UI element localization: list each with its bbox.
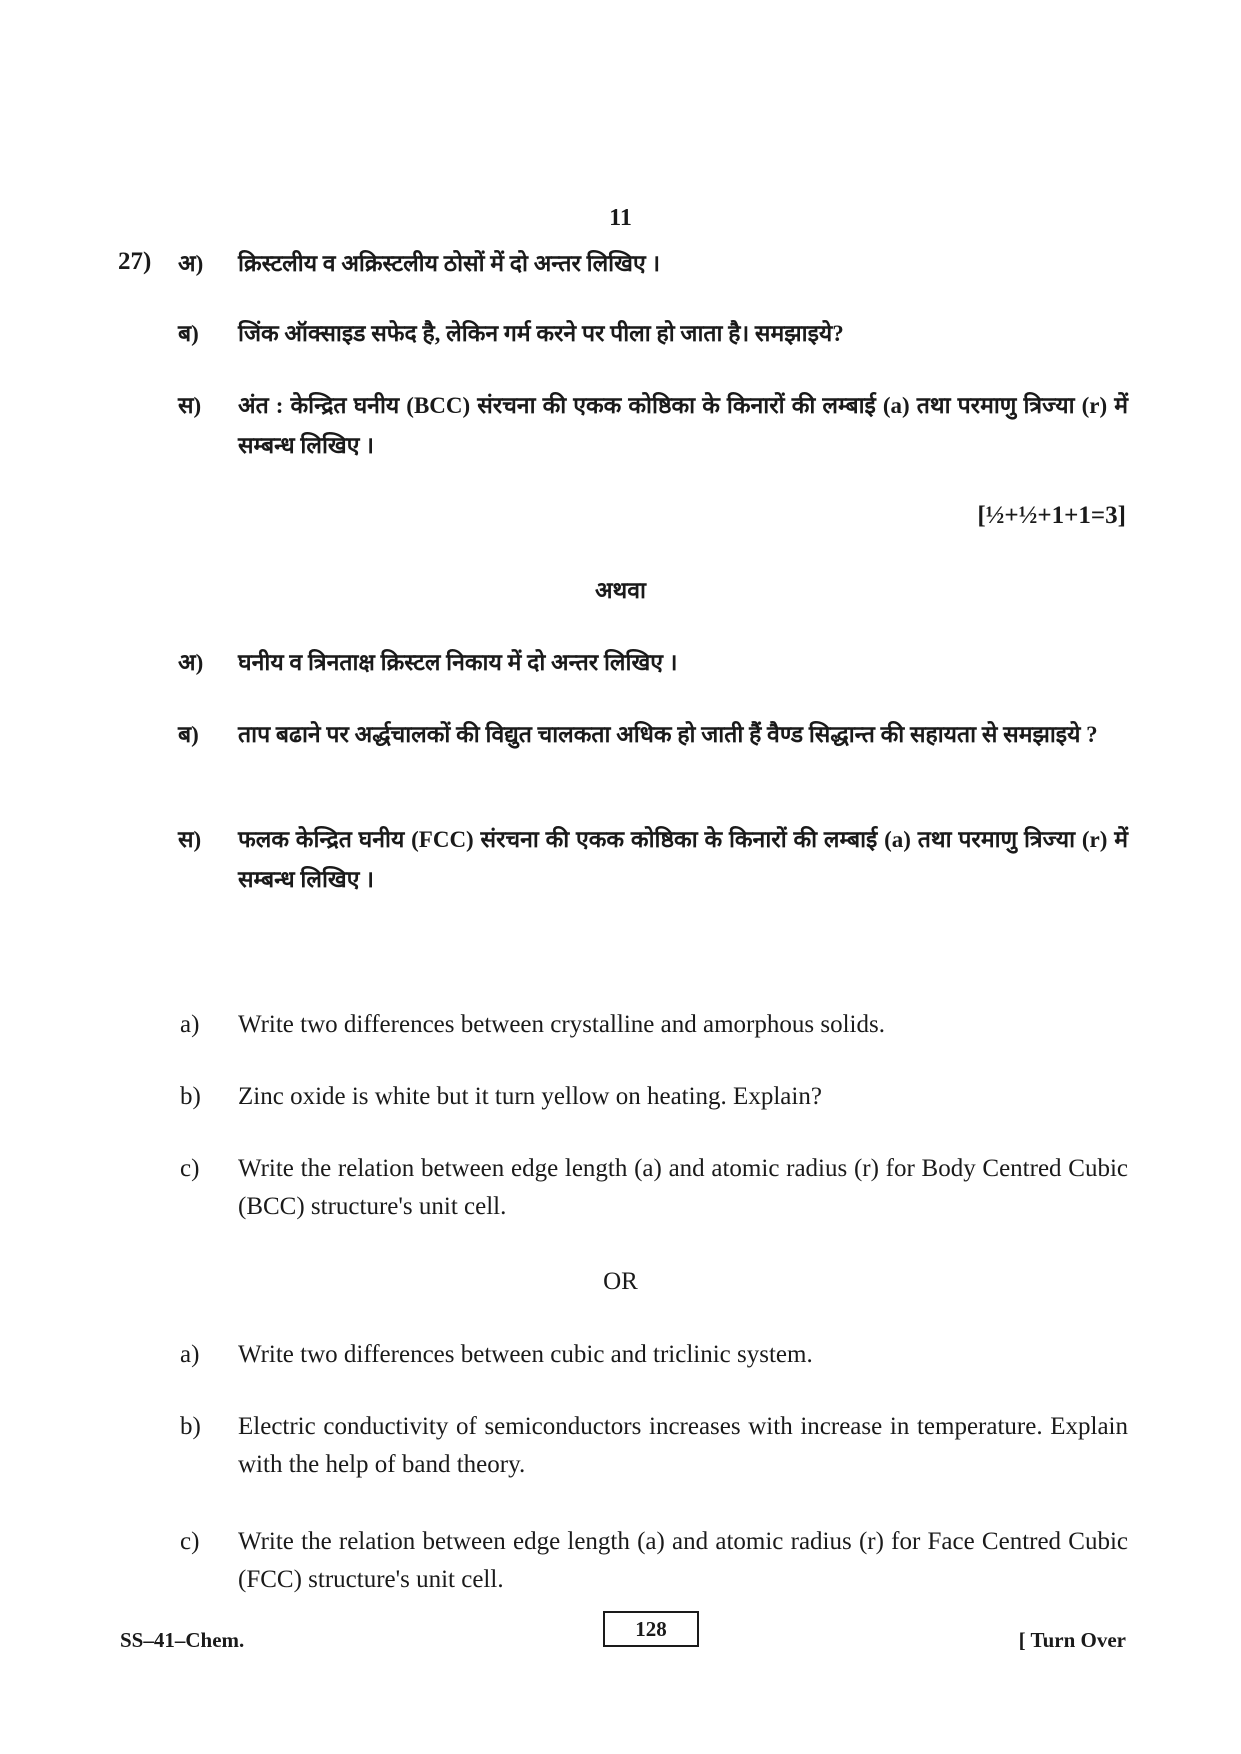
item-label: ब) (178, 321, 199, 346)
item-text: Write the relation between edge length (a) and atomic radius (r) for Face Centred Cubic (FCC) structure's unit cell. (238, 1528, 1128, 1593)
page-number: 11 (609, 205, 632, 231)
item-label: अ) (178, 650, 204, 675)
item-label: a) (180, 1341, 200, 1368)
item-label: स) (178, 393, 202, 418)
item-text: ताप बढाने पर अर्द्धचालकों की विद्युत चालकता अधिक हो जाती हैं वैण्ड सिद्धान्त की सहायता से समझाइये ? (238, 722, 1098, 747)
item-text: फलक केन्द्रित घनीय (FCC) संरचना की एकक कोष्ठिका के किनारों की लम्बाई (a) तथा परमाणु त्रिज्या (r) में सम्बन्ध लिखिए । (238, 827, 1128, 892)
item-label: c) (180, 1155, 200, 1182)
item-label: स) (178, 827, 202, 852)
item-label: ब) (178, 722, 199, 747)
or-divider-hindi: अथवा (594, 578, 646, 603)
item-label: अ) (178, 251, 204, 276)
item-text: Write two differences between cubic and triclinic system. (238, 1341, 813, 1368)
item-label: b) (180, 1413, 201, 1440)
question-number: 27) (118, 248, 152, 275)
item-label: a) (180, 1011, 200, 1038)
paper-code: SS–41–Chem. (120, 1628, 245, 1652)
item-text: घनीय व त्रिनताक्ष क्रिस्टल निकाय में दो अन्तर लिखिए । (238, 650, 678, 675)
item-text: क्रिस्टलीय व अक्रिस्टलीय ठोसों में दो अन्तर लिखिए । (238, 251, 661, 276)
marks-distribution: [½+½+1+1=3] (977, 502, 1126, 529)
item-label: c) (180, 1528, 200, 1555)
item-text: Write two differences between crystalline and amorphous solids. (238, 1011, 885, 1038)
turn-over-label: [ Turn Over (1018, 1628, 1126, 1652)
or-divider-english: OR (603, 1268, 638, 1295)
page-box: 128 (603, 1611, 699, 1647)
item-text: Electric conductivity of semiconductors increases with increase in temperature. Explain with the help of band theory. (238, 1413, 1128, 1478)
item-text: Zinc oxide is white but it turn yellow on heating. Explain? (238, 1083, 822, 1110)
item-label: b) (180, 1083, 201, 1110)
item-text: अंत : केन्द्रित घनीय (BCC) संरचना की एकक कोष्ठिका के किनारों की लम्बाई (a) तथा परमाणु त्रिज्या (r) में सम्बन्ध लिखिए । (238, 393, 1128, 458)
item-text: Write the relation between edge length (a) and atomic radius (r) for Body Centred Cubic (BCC) structure's unit cell. (238, 1155, 1128, 1220)
item-text: जिंक ऑक्साइड सफेद है, लेकिन गर्म करने पर पीला हो जाता है। समझाइये? (238, 321, 844, 346)
